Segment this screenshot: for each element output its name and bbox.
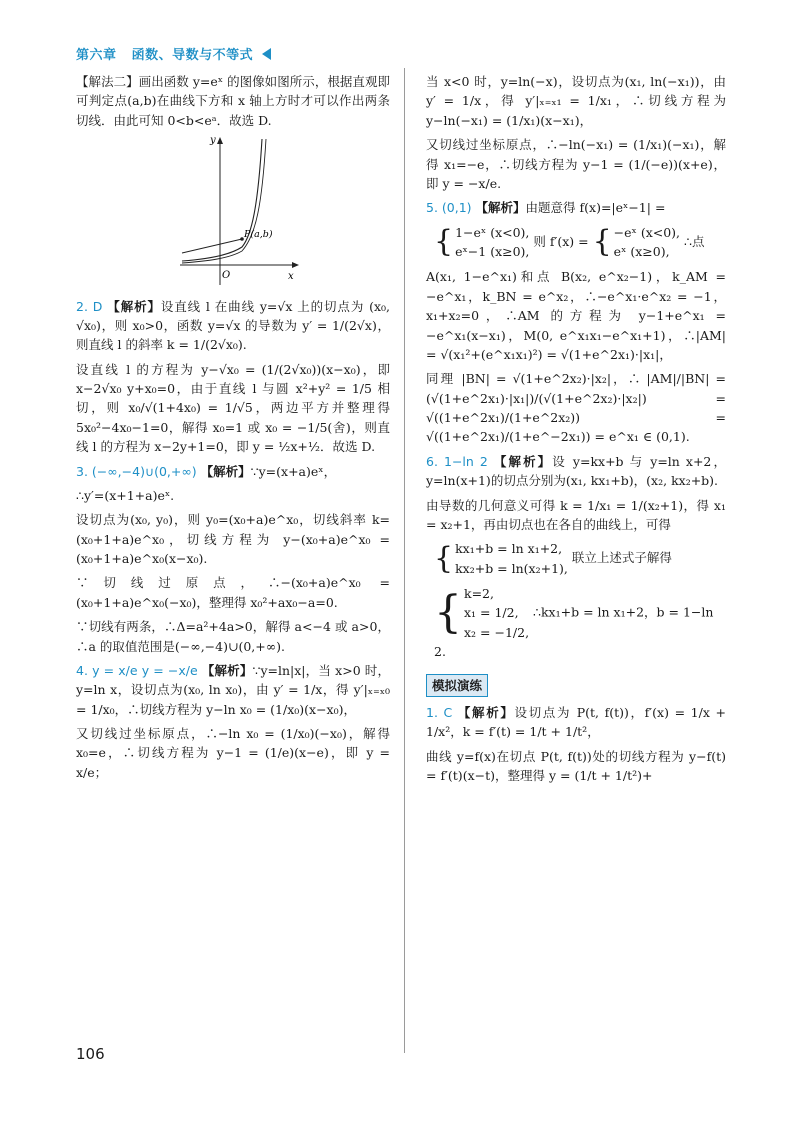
- q4-negative-result: 又切线过坐标原点，∴−ln(−x₁) = (1/x₁)(−x₁)，解得 x₁=−e，∴切线方程为 y−1 = (1/(−e))(x+e)，即 y = −x/e.: [426, 137, 726, 191]
- q3-line4: ∵切线过原点，∴−(x₀+a)e^x₀ = (x₀+1+a)e^x₀(−x₀)，整理得 x₀²+ax₀−a=0.: [76, 575, 390, 610]
- q6-line1: 6. 1−ln 2 【解析】设 y=kx+b 与 y=ln x+2，y=ln(x+1)的切点分别为(x₁, kx₁+b)，(x₂, kx₂+b).: [426, 453, 726, 489]
- exp-curve: [182, 139, 262, 261]
- solution-method-two: 【解法二】画出函数 y=eˣ 的图像如图所示，根据直观即可判定点(a,b)在曲线下方和 x 轴上方时才可以作出两条切线．由此可知 0<b<eᵃ．故选 D.: [76, 74, 390, 128]
- x-axis-label: x: [288, 271, 294, 283]
- exp-graph: [180, 135, 390, 290]
- q5-piecewise: { 1−eˣ (x<0), eˣ−1 (x≥0), 则 f′(x) = { −eˣ (x<0), eˣ (x≥0), ∴点: [434, 223, 726, 262]
- q2-line2: 设直线 l 的方程为 y−√x₀ = (1/(2√x₀))(x−x₀)，即 x−2√x₀ y+x₀=0，由于直线 l 与圆 x²+y² = 1/5 相切，则 x₀/√(1+4x₀) = 1/√5，两边平方并整理得 5x₀²−4x₀−1=0，解得 x₀=1 或 x₀ = −1/5(舍)，则直线 l 的方程为 x−2y+1=0，即 y = ½x+½．故选 D.: [76, 361, 390, 455]
- q6-system-2: { k=2, x₁ = 1/2, x₂ = −1/2,: [434, 586, 530, 640]
- q4-negative-case: 当 x<0 时，y=ln(−x)，设切点为(x₁, ln(−x₁))，由 y′ = 1/x，得 y′|ₓ₌ₓ₁ = 1/x₁，∴切线方程为 y−ln(−x₁) = (1/x₁)(x−x₁)，: [426, 74, 726, 128]
- q3-line2: ∴y′=(x+1+a)eˣ.: [76, 487, 175, 503]
- q6-system-1: { kx₁+b = ln x₁+2, kx₂+b = ln(x₂+1),: [434, 540, 568, 576]
- m1-line1: 1. C 【解析】设切点为 P(t, f(t))，f′(x) = 1/x + 1/x²，k = f′(t) = 1/t + 1/t²，: [426, 704, 726, 740]
- q6-solution-block: { k=2, x₁ = 1/2, x₂ = −1/2, ∴kx₁+b = ln x₁+2，b = 1−ln 2.: [434, 586, 714, 660]
- chapter-title: 函数、导数与不等式: [131, 48, 254, 63]
- chapter-header: [76, 44, 271, 63]
- q5-line3: 同理 |BN| = √(1+e^2x₂)·|x₂|，∴ |AM|/|BN| = (√(1+e^2x₁)·|x₁|)/(√(1+e^2x₂)·|x₂|) = √((1+e^2x₁)/(1+e^2x₂)) = √((1+e^2x₁)/(1+e^−2x₁)) = e^x₁ ∈ (0,1).: [426, 371, 726, 445]
- q5-line1: 5. (0,1) 【解析】由题意得 f(x)=|eˣ−1| =: [426, 200, 666, 216]
- q3-line3: 设切点为(x₀, y₀)，则 y₀=(x₀+a)e^x₀，切线斜率 k=(x₀+1+a)e^x₀，切线方程为 y−(x₀+a)e^x₀ = (x₀+1+a)e^x₀(x−x₀).: [76, 512, 390, 566]
- y-axis-label: y: [210, 135, 216, 147]
- q6-line2: 由导数的几何意义可得 k = 1/x₁ = 1/(x₂+1)，得 x₁ = x₂+1，再由切点也在各自的曲线上，可得: [426, 497, 726, 532]
- point-label: P(a,b): [244, 229, 273, 241]
- q5-line2: A(x₁, 1−e^x₁)和点 B(x₂, e^x₂−1)，k_AM = −e^x₁，k_BN = e^x₂，∴−e^x₁·e^x₂ = −1，x₁+x₂=0，∴AM 的方程为 y−1+e^x₁ = −e^x₁(x−x₁)，M(0, e^x₁x₁−e^x₁+1)，∴|AM| = √(x₁²+(e^x₁x₁)²) = √(1+e^2x₁)·|x₁|，: [426, 269, 726, 362]
- right-column: [426, 72, 726, 790]
- q5-system-1: { 1−eˣ (x<0), eˣ−1 (x≥0),: [434, 224, 530, 259]
- page-number: 106: [76, 1045, 105, 1063]
- triangle-marker-icon: [262, 48, 271, 60]
- m1-line2: 曲线 y=f(x)在切点 P(t, f(t))处的切线方程为 y−f(t) = f′(t)(x−t)，整理得 y = (1/t + 1/t²)+: [426, 748, 726, 783]
- x-axis-arrow-icon: [292, 262, 299, 268]
- chapter-number: 第六章: [76, 48, 117, 63]
- column-divider: [404, 68, 405, 1053]
- tangent-curve: [182, 139, 266, 263]
- origin-label: O: [222, 270, 231, 282]
- q2-line1: 2. D 【解析】设直线 l 在曲线 y=√x 上的切点为 (x₀, √x₀)，则 x₀>0，函数 y=√x 的导数为 y′ = 1/(2√x)，则直线 l 的斜率 k = 1/(2√x₀).: [76, 298, 390, 353]
- q4-line2: 又切线过坐标原点，∴−ln x₀ = (1/x₀)(−x₀)，解得 x₀=e，∴切线方程为 y−1 = (1/e)(x−e)，即 y = x/e；: [76, 726, 390, 780]
- q6-system-block: { kx₁+b = ln x₁+2, kx₂+b = ln(x₂+1), 联立上述式子解得: [434, 539, 726, 578]
- practice-section-tag: 模拟演练: [426, 674, 488, 697]
- q5-system-2: { −eˣ (x<0), eˣ (x≥0),: [592, 224, 681, 259]
- left-column: [76, 72, 390, 787]
- q3-line1: 3. (−∞,−4)∪(0,+∞) 【解析】∵y=(x+a)eˣ，: [76, 463, 337, 479]
- y-axis-arrow-icon: [217, 137, 223, 144]
- q4-line1: 4. y = x/e y = −x/e 【解析】∵y=ln|x|，当 x>0 时，y=ln x，设切点为(x₀, ln x₀)，由 y′ = 1/x，得 y′|ₓ₌ₓ₀ = 1/x₀，∴切线方程为 y−ln x₀ = (1/x₀)(x−x₀)，: [76, 662, 390, 717]
- q3-line5: ∵切线有两条，∴Δ=a²+4a>0，解得 a<−4 或 a>0，∴a 的取值范围是(−∞,−4)∪(0,+∞).: [76, 619, 390, 654]
- exp-graph-svg: [180, 135, 300, 285]
- tangent-line: [182, 239, 242, 253]
